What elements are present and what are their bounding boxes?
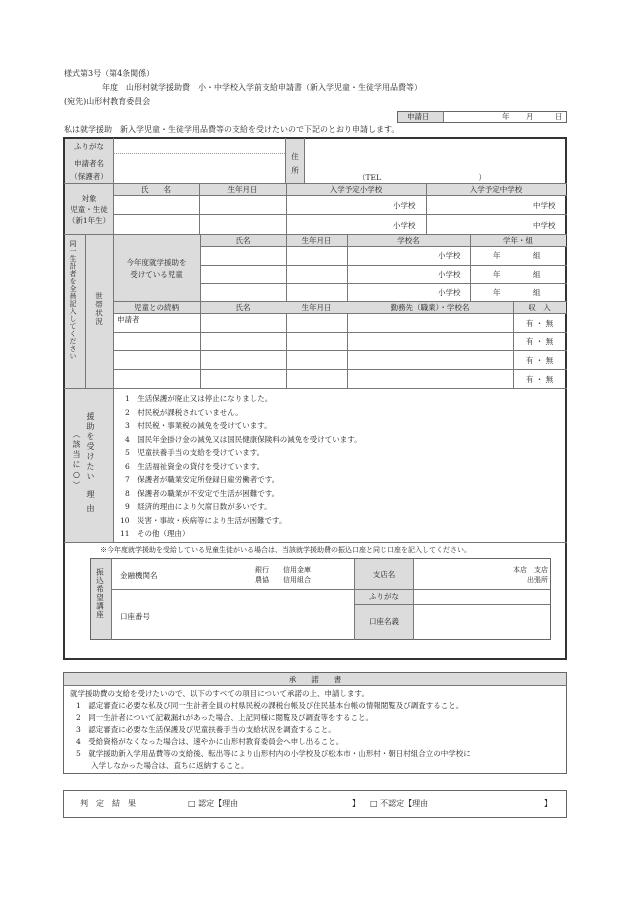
- reject-bracket: 】: [544, 799, 552, 808]
- date-day: 日: [555, 112, 563, 121]
- date-month: 月: [526, 112, 534, 121]
- target-header-name: 氏 名: [141, 185, 171, 194]
- aided-row2-school: 小学校: [438, 270, 461, 279]
- members-header-income: 収 入: [528, 303, 551, 312]
- reason-item-4[interactable]: 4 国民年金掛け金の減免又は国民健康保険料の減免を受けています。: [125, 435, 362, 444]
- consent-item-4: 4 受給資格がなくなった場合は、速やかに山形村教育委員会へ申し出ること。: [76, 737, 344, 746]
- date-label: 申請日: [407, 112, 430, 121]
- bank-name-label: 金融機関名: [120, 571, 158, 580]
- aided-row3-school: 小学校: [438, 288, 461, 297]
- tel-field[interactable]: （TEL ）: [358, 173, 486, 182]
- reason-item-10[interactable]: 10 災害・事故・疾病等により生活が困難です。: [120, 516, 287, 525]
- account-number-label: 口座番号: [120, 612, 150, 621]
- aided-row3-grade: 年: [493, 288, 501, 297]
- consent-title: 承 諾 書: [288, 675, 342, 684]
- reason-item-2[interactable]: 2 村民税が課税されていません。: [125, 408, 243, 417]
- account-name-label: 口座名義: [369, 617, 399, 626]
- aided-row1-school: 小学校: [438, 251, 461, 260]
- judgment-box: [63, 790, 567, 818]
- aided-header-school: 学校名: [397, 236, 420, 245]
- aided-header-birthdate: 生年月日: [301, 236, 332, 245]
- bank-types[interactable]: 銀行 信用金庫 農協 信用組合: [255, 566, 311, 584]
- income-row1[interactable]: 有 ・ 無: [525, 319, 554, 328]
- members-header-birthdate: 生年月日: [301, 303, 332, 312]
- target-header-junior: 入学予定中学校: [469, 185, 523, 194]
- income-row3[interactable]: 有 ・ 無: [525, 356, 554, 365]
- approve-checkbox[interactable]: □ 認定【理由: [188, 799, 239, 808]
- bank-note: ※今年度就学援助を受給している児童生徒がいる場合は、当該就学援助費の振込口座と同じ口座を記入してください。: [100, 546, 471, 554]
- consent-item-5: 5 就学援助新入学用品費等の支給後、転出等により山形村内の小学校及び松本市・山形村・朝日村組合立の中学校に: [76, 749, 471, 758]
- aided-row1-grade: 年: [493, 251, 501, 260]
- branch-label: 支店名: [372, 570, 396, 579]
- document-title: 年度 山形村就学援助費 小・中学校入学前支給申請書（新入学児童・生徒学用品費等）: [102, 83, 422, 92]
- bank-side-label: 振込希望講座: [95, 568, 105, 619]
- account-furigana-label: ふりがな: [369, 592, 399, 601]
- consent-lead: 就学援助費の支給を受けたいので、以下のすべての項目について承諾の上、申請します。: [70, 689, 369, 698]
- reject-checkbox[interactable]: □ 不認定【理由: [370, 799, 429, 808]
- consent-item-1: 1 認定審査に必要な私及び同一生計者全員の村県民税の課税台帳及び住民基本台帳の情報閲覧及び調査すること。: [76, 701, 464, 710]
- target-row2-junior: 中学校: [533, 221, 556, 230]
- applicant-relation: 申請者: [117, 315, 140, 324]
- consent-item-5-cont: 入学しなかった場合は、直ちに返納すること。: [76, 761, 249, 770]
- members-header-name: 氏名: [235, 303, 251, 312]
- income-row2[interactable]: 有 ・ 無: [525, 337, 554, 346]
- consent-item-2: 2 同一生計者について記載漏れがあった場合、上記同様に閲覧及び調査等をすること。: [76, 713, 374, 722]
- reason-item-11[interactable]: 11 その他（理由）: [120, 529, 190, 538]
- applicant-name-label: 申請者名 （保護者）: [70, 159, 108, 181]
- intro-text: 私は就学援助 新入学児童・生徒学用品費等の支給を受けたいので下記のとおり申請します。: [64, 125, 400, 134]
- reason-item-6[interactable]: 6 生活福祉資金の貸付を受けています。: [125, 462, 265, 471]
- approve-bracket: 】: [352, 799, 360, 808]
- aided-row2-class: 組: [533, 270, 541, 279]
- aided-row1-class: 組: [533, 251, 541, 260]
- members-header-workplace: 勤務先（職業）・学校名: [390, 303, 470, 312]
- income-row4[interactable]: 有 ・ 無: [525, 375, 554, 384]
- reasons-label-end: 理由: [86, 490, 95, 518]
- reason-item-5[interactable]: 5 児童扶養手当の支給を受けています。: [125, 448, 265, 457]
- reason-item-1[interactable]: 1 生活保護が廃止又は停止になりました。: [125, 394, 273, 403]
- target-label: 対象 児童・生徒 （新1年生）: [67, 194, 111, 225]
- aided-header-grade: 学年・組: [503, 236, 533, 245]
- aided-header-name: 氏名: [235, 236, 251, 245]
- date-year: 年: [502, 112, 510, 121]
- household-side-label: 同一生計者を全員記入してください: [69, 240, 77, 360]
- addressee: (宛先)山形村教育委員会: [64, 97, 151, 106]
- consent-box: [63, 672, 567, 774]
- furigana-label: ふりがな: [74, 142, 104, 151]
- aided-row3-class: 組: [533, 288, 541, 297]
- reasons-label-paren: （該当に○）: [72, 430, 81, 491]
- target-row2-elementary: 小学校: [393, 221, 416, 230]
- reason-item-9[interactable]: 9 経済的理由により欠席日数が多いです。: [125, 502, 272, 511]
- judgment-label: 判 定 結 果: [80, 799, 136, 808]
- reason-item-3[interactable]: 3 村民税・事業税の減免を受けています。: [125, 421, 272, 430]
- household-status-label: 世帯状況: [94, 292, 104, 326]
- target-header-birthdate: 生年月日: [227, 185, 258, 194]
- consent-item-3: 3 認定審査に必要な生活保護及び児童扶養手当の支給状況を調査すること。: [76, 725, 336, 734]
- reason-item-7[interactable]: 7 保護者が職業安定所登録日雇労働者です。: [125, 475, 280, 484]
- target-row1-junior: 中学校: [533, 201, 556, 210]
- address-label: 住 所: [291, 152, 299, 175]
- form-number: 様式第3号（第4条関係）: [64, 69, 155, 78]
- reason-item-8[interactable]: 8 保護者の職業が不安定で生活が困難です。: [125, 489, 280, 498]
- aided-children-label: 今年度就学援助を 受けている児童: [126, 258, 187, 279]
- aided-row2-grade: 年: [493, 270, 501, 279]
- reasons-label: 援助を受けたい: [86, 412, 95, 482]
- target-header-elementary: 入学予定小学校: [329, 185, 383, 194]
- members-header-relation: 児童との続柄: [134, 303, 179, 312]
- target-row1-elementary: 小学校: [393, 201, 416, 210]
- branch-types[interactable]: 本店 支店 出張所: [513, 566, 548, 584]
